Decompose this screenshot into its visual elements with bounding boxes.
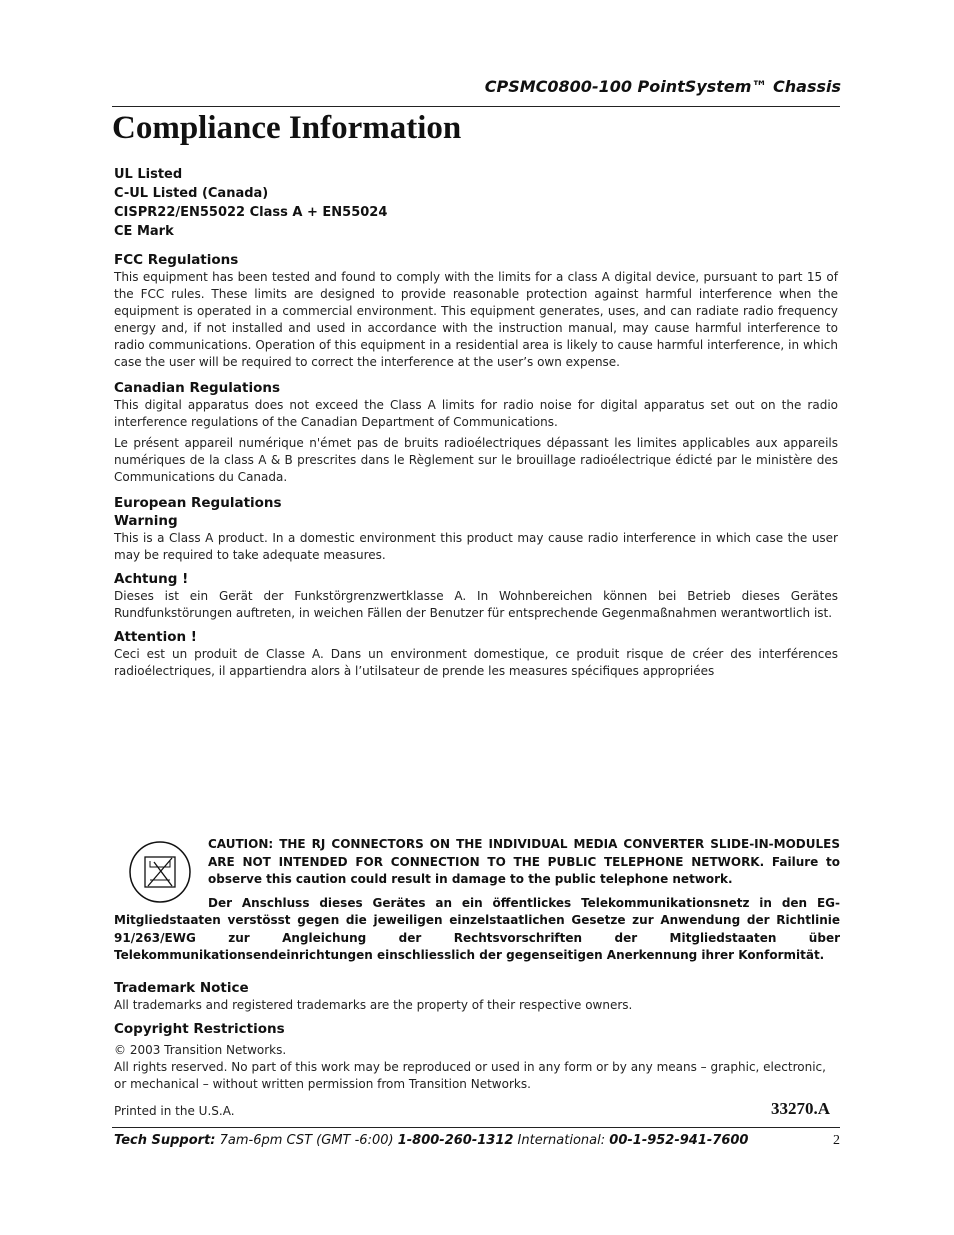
international-phone: 00-1-952-941-7600 bbox=[609, 1133, 749, 1148]
page-number: 2 bbox=[833, 1133, 840, 1148]
canadian-text-en: This digital apparatus does not exceed the Class A limits for radio noise for digital apparatus set out on the radio interference regulations of the Canadian Department of Communications. bbox=[114, 398, 838, 429]
caution-block bbox=[114, 836, 840, 965]
printed-row bbox=[114, 1101, 838, 1121]
footer-rule bbox=[112, 1127, 840, 1128]
page-footer bbox=[114, 1133, 840, 1148]
achtung-heading: Achtung ! bbox=[114, 571, 189, 587]
no-telephone-connection-icon bbox=[128, 840, 192, 904]
attention-heading: Attention ! bbox=[114, 629, 197, 645]
running-header-title: CPSMC0800-100 PointSystem™ Chassis bbox=[484, 77, 841, 96]
support-hours: 7am-6pm CST (GMT -6:00) bbox=[219, 1133, 394, 1148]
achtung-text: Dieses ist ein Gerät der Funkstörgrenzwertklasse A. In Wohnbereichen können bei Betrieb dieses Gerätes Rundfunkstörungen auftreten, in weichen Fällen der Benutzer für entsprechende Gegenmaßnahmen werantwortlich ist. bbox=[114, 589, 838, 620]
fcc-text: This equipment has been tested and found to comply with the limits for a class A digital device, pursuant to part 15 of the FCC rules. These limits are designed to provide reasonable protection against harmful interference when the equipment is operated in a commercial environment. This equipment generates, uses, and can radiate radio frequency energy and, if not installed and used in accordance with the instruction manual, may cause harmful interference to radio communications. Operation of this equipment in a residential area is likely to cause harmful interference, in which case the user will be required to correct the interference at the user’s own expense. bbox=[114, 270, 838, 369]
support-label: Tech Support: bbox=[114, 1133, 216, 1148]
document-number: 33270.A bbox=[770, 1099, 830, 1118]
canadian-text-fr: Le présent appareil numérique n'émet pas de bruits radioélectriques dépassant les limites applicables aux appareils numériques de la class A & B prescrites dans le Règlement sur le brouillage radioélectrique édicté par le ministère des Communications du Canada. bbox=[114, 436, 838, 484]
european-heading: European Regulations bbox=[114, 495, 282, 511]
certification-item: CE Mark bbox=[114, 224, 174, 239]
international-label: International: bbox=[517, 1133, 606, 1148]
caution-text-de: Der Anschluss dieses Gerätes an ein öffentlickes Telekommunikationsnetz in den EG-Mitgliedstaaten verstösst gegen die jeweiligen einzelstaatlichen Gesetze zur Anwendung der Richtlinie 91/263/EWG zur Angleichung der Rechtsvorschriften der Mitgliedstaaten über Telekommunikationsendeinrichtungen einschliesslich der gegenseitigen Anerkennung ihrer Konformität. bbox=[114, 895, 840, 962]
trademark-text: All trademarks and registered trademarks are the property of their respective owners. bbox=[114, 998, 633, 1012]
certification-list bbox=[114, 165, 838, 241]
printed-in: Printed in the U.S.A. bbox=[114, 1104, 235, 1118]
page-title: Compliance Information bbox=[112, 110, 462, 146]
compliance-content bbox=[114, 165, 838, 680]
caution-text-en: CAUTION: THE RJ CONNECTORS ON THE INDIVIDUAL MEDIA CONVERTER SLIDE-IN-MODULES ARE NOT INTENDED FOR CONNECTION TO THE PUBLIC TELEPHONE NETWORK. Failure to observe this caution could result in damage to the public telephone network. bbox=[208, 837, 840, 886]
legal-section bbox=[114, 979, 838, 1121]
copyright-heading: Copyright Restrictions bbox=[114, 1021, 285, 1037]
warning-text: This is a Class A product. In a domestic environment this product may cause radio interference in which case the user may be required to take adequate measures. bbox=[114, 531, 838, 562]
trademark-heading: Trademark Notice bbox=[114, 980, 249, 996]
certification-item: CISPR22/EN55022 Class A + EN55024 bbox=[114, 205, 388, 220]
header-rule bbox=[112, 106, 840, 107]
support-phone: 1-800-260-1312 bbox=[397, 1133, 514, 1148]
attention-text: Ceci est un produit de Classe A. Dans un environment domestique, ce produit risque de créer des interférences radioélectriques, il appartiendra alors à l’utilsateur de prende les measures spécifiques appropriées bbox=[114, 647, 838, 678]
copyright-text bbox=[114, 1042, 838, 1093]
fcc-heading: FCC Regulations bbox=[114, 252, 239, 268]
canadian-heading: Canadian Regulations bbox=[114, 380, 281, 396]
certification-item: UL Listed bbox=[114, 167, 183, 182]
copyright-line: © 2003 Transition Networks. bbox=[114, 1043, 287, 1057]
copyright-line: All rights reserved. No part of this work may be reproduced or used in any form or by any means – graphic, electronic, or mechanical – without written permission from Transition Networks. bbox=[114, 1060, 826, 1091]
warning-heading: Warning bbox=[114, 513, 178, 529]
certification-item: C-UL Listed (Canada) bbox=[114, 186, 269, 201]
